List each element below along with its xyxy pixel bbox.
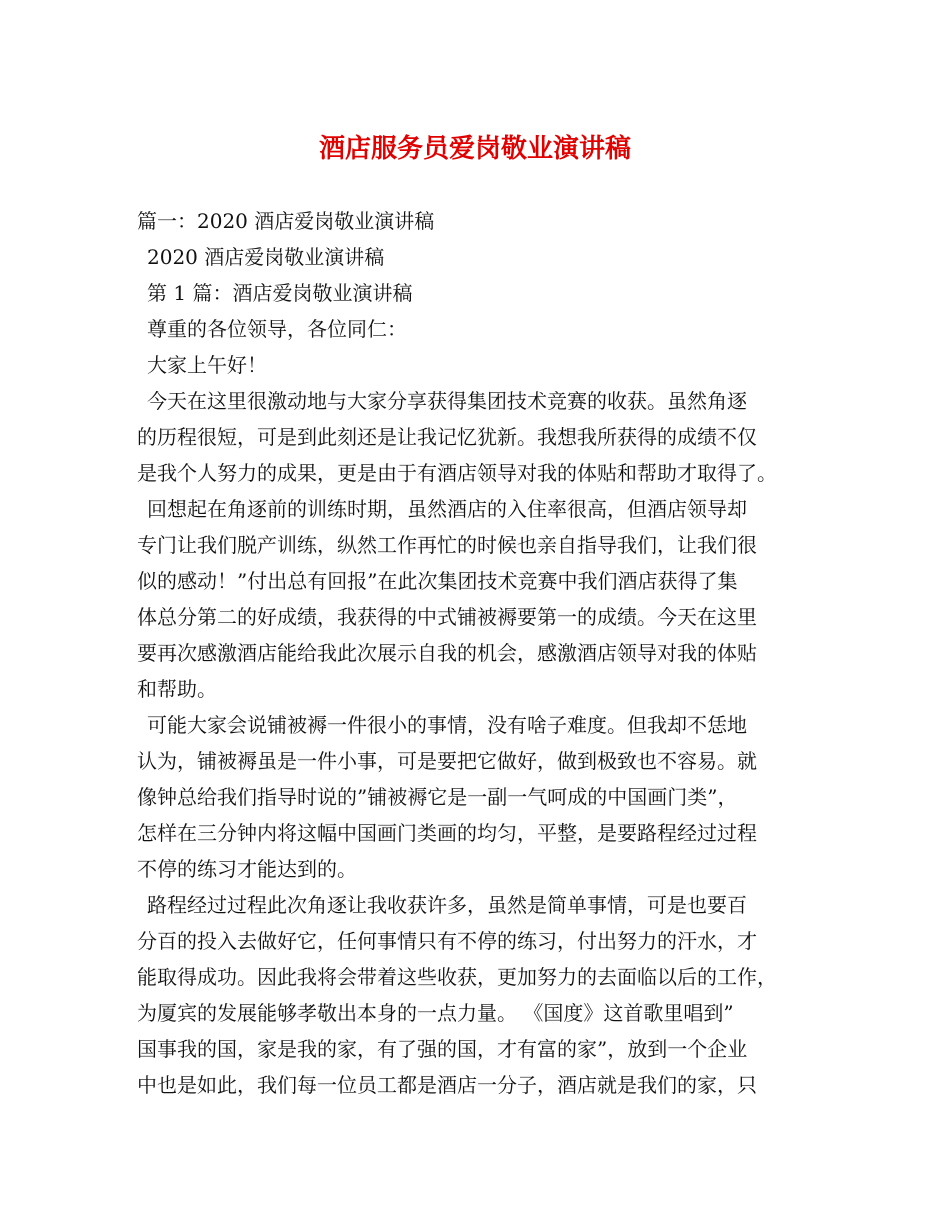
- body-line: 第 1 篇：酒店爱岗敬业演讲稿: [147, 281, 413, 305]
- body-line: 认为，铺被褥虽是一件小事，可是要把它做好，做到极致也不容易。就: [137, 749, 757, 773]
- body-line: 要再次感激酒店能给我此次展示自我的机会，感激酒店领导对我的体贴: [137, 641, 757, 665]
- body-line: 专门让我们脱产训练，纵然工作再忙的时候也亲自指导我们，让我们很: [137, 533, 757, 557]
- body-line: 分百的投入去做好它，任何事情只有不停的练习，付出努力的汗水，才: [137, 929, 757, 953]
- document-title: 酒店服务员爱岗敬业演讲稿: [318, 134, 631, 164]
- body-line: 和帮助。: [137, 677, 217, 701]
- body-line: 回想起在角逐前的训练时期，虽然酒店的入住率很高，但酒店领导却: [147, 497, 747, 521]
- body-line: 的历程很短，可是到此刻还是让我记忆犹新。我想我所获得的成绩不仅: [137, 425, 757, 449]
- body-line: 大家上午好！: [147, 353, 267, 377]
- body-line: 体总分第二的好成绩，我获得的中式铺被褥要第一的成绩。今天在这里: [137, 605, 757, 629]
- body-line: 路程经过过程此次角逐让我收获许多，虽然是简单事情，可是也要百: [147, 893, 747, 917]
- body-line: 可能大家会说铺被褥一件很小的事情，没有啥子难度。但我却不恁地: [147, 713, 747, 737]
- body-line: 篇一：2020 酒店爱岗敬业演讲稿: [137, 209, 435, 233]
- body-line: 国事我的国，家是我的家，有了强的国，才有富的家”，放到一个企业: [137, 1037, 748, 1061]
- body-line: 2020 酒店爱岗敬业演讲稿: [147, 245, 385, 269]
- body-line: 今天在这里很激动地与大家分享获得集团技术竞赛的收获。虽然角逐: [147, 389, 747, 413]
- body-line: 是我个人努力的成果，更是由于有酒店领导对我的体贴和帮助才取得了。: [137, 461, 777, 485]
- document-body: [137, 203, 817, 1103]
- body-line: 怎样在三分钟内将这幅中国画门类画的均匀，平整，是要路程经过过程: [137, 821, 757, 845]
- body-line: 为厦宾的发展能够孝敬出本身的一点力量。 《国度》这首歌里唱到”: [137, 1001, 734, 1025]
- body-line: 能取得成功。因此我将会带着这些收获，更加努力的去面临以后的工作，: [137, 965, 777, 989]
- body-line: 尊重的各位领导，各位同仁：: [147, 317, 407, 341]
- body-line: 不停的练习才能达到的。: [137, 857, 357, 881]
- body-line: 像钟总给我们指导时说的”铺被褥它是一副一气呵成的中国画门类”，: [137, 785, 738, 809]
- body-line: 似的感动！”付出总有回报”在此次集团技术竞赛中我们酒店获得了集: [137, 569, 738, 593]
- body-line: 中也是如此，我们每一位员工都是酒店一分子，酒店就是我们的家，只: [137, 1073, 757, 1097]
